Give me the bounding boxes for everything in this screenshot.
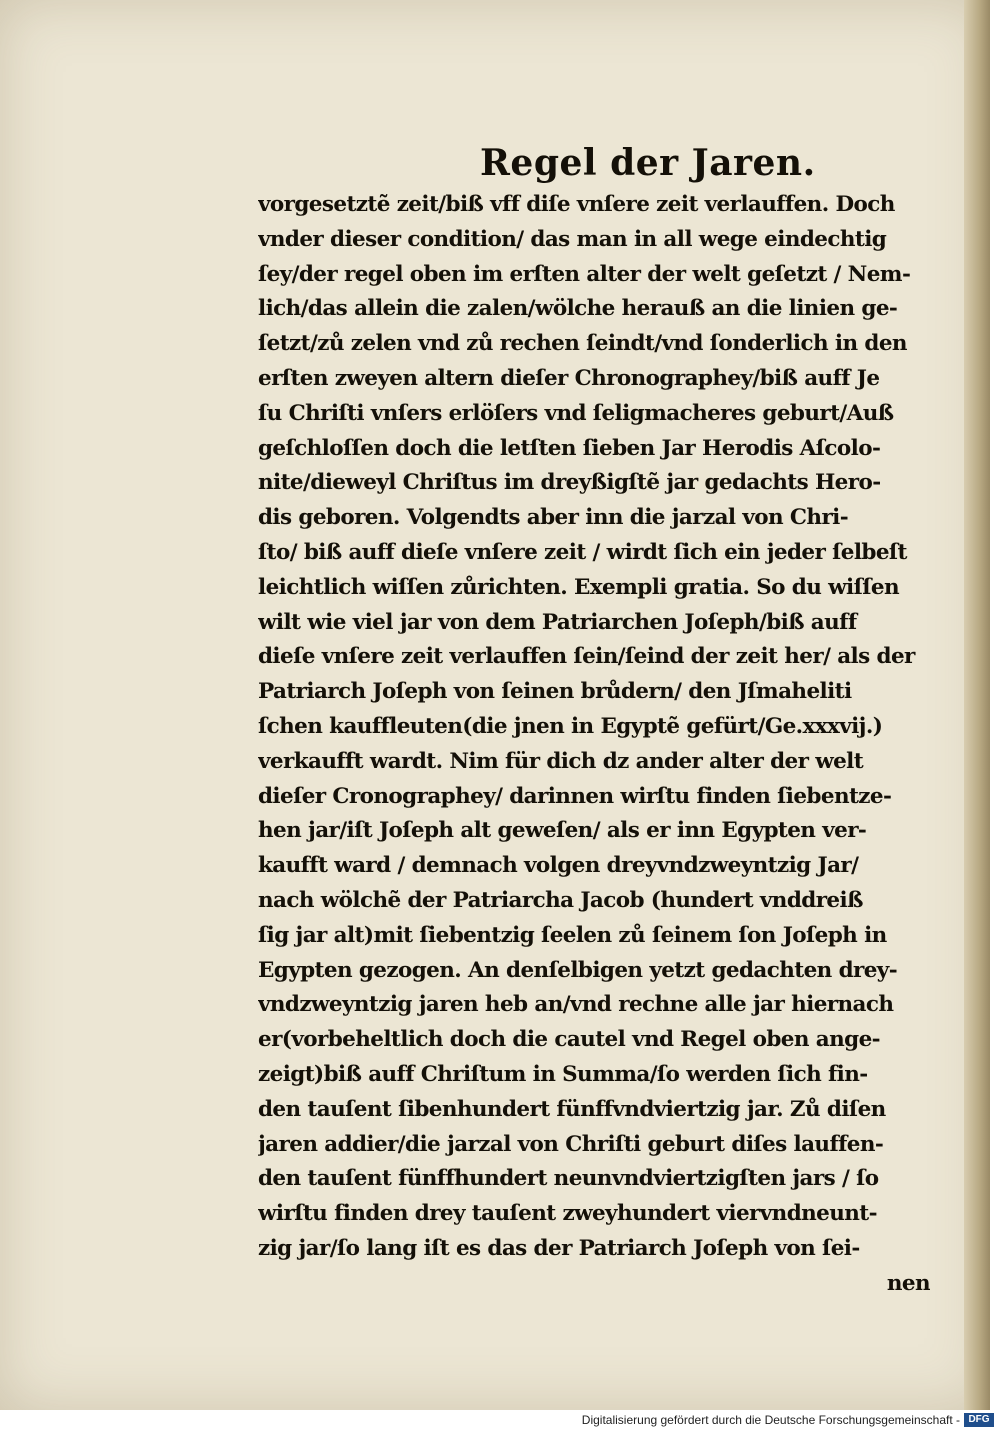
text-line: nite/dieweyl Chriſtus im dreyßigſtẽ jar gedachts Hero-: [258, 470, 881, 496]
text-line: vnder dieser condition/ das man in all wege eindechtig: [258, 226, 887, 252]
text-line: ſetzt/zů zelen vnd zů rechen ſeindt/vnd ſonderlich in den: [258, 331, 907, 357]
text-line: jaren addier/die jarzal von Chriſti geburt diſes lauffen-: [258, 1131, 884, 1157]
text-line: zeigt)biß auff Chriſtum in Summa/ſo werden ſich fin-: [258, 1061, 868, 1087]
text-line: ſey/der regel oben im erſten alter der welt geſetzt / Nem-: [258, 261, 911, 287]
text-line: lich/das allein die zalen/wölche herauß an die linien ge-: [258, 296, 898, 322]
text-line: ſu Chriſti vnſers erlöſers vnd ſeligmacheres geburt/Auß: [258, 400, 894, 426]
text-line: ſto/ biß auff dieſe vnſere zeit / wirdt ſich ein jeder ſelbeſt: [258, 539, 907, 565]
text-line: den tauſent ſibenhundert fünffvndviertzig jar. Zů diſen: [258, 1096, 886, 1122]
text-line: zig jar/ſo lang iſt es das der Patriarch Joſeph von ſei-: [258, 1235, 860, 1261]
text-line: dieſe vnſere zeit verlauffen ſein/ſeind der zeit her/ als der: [258, 644, 915, 670]
text-line: dis geboren. Volgendts aber inn die jarzal von Chri-: [258, 505, 849, 531]
text-line: ſig jar alt)mit ſiebentzig ſeelen zů ſeinem ſon Joſeph in: [258, 922, 887, 948]
text-line: kaufft ward / demnach volgen dreyvndzweyntzig Jar/: [258, 853, 859, 879]
text-line: Patriarch Joſeph von ſeinen brůdern/ den Jſmaheliti: [258, 679, 852, 705]
text-line: hen jar/iſt Joſeph alt geweſen/ als er inn Egypten ver-: [258, 818, 867, 844]
page-edge: [964, 0, 990, 1410]
text-line: ſchen kauffleuten(die jnen in Egyptẽ gefürt/Ge.xxxvij.): [258, 713, 883, 739]
text-line: verkaufft wardt. Nim für dich dz ander alter der welt: [258, 748, 864, 774]
text-line: vndzweyntzig jaren heb an/vnd rechne alle jar hiernach: [258, 992, 894, 1018]
text-line: den tauſent fünffhundert neunvndviertzigſten jars / ſo: [258, 1166, 879, 1192]
text-line: leichtlich wiſſen zůrichten. Exempli gratia. So du wiſſen: [258, 574, 900, 600]
text-line: wirſtu finden drey tauſent zweyhundert viervndneunt-: [258, 1201, 877, 1227]
funding-credit: Digitalisierung gefördert durch die Deutsche Forschungsgemeinschaft -: [581, 1413, 960, 1427]
text-line: geſchloſſen doch die letſten ſieben Jar Herodis Aſcolo-: [258, 435, 881, 461]
text-line: er(vorbeheltlich doch die cautel vnd Regel oben ange-: [258, 1027, 880, 1053]
text-line: vorgesetztẽ zeit/biß vff diſe vnſere zeit verlauffen. Doch: [258, 192, 895, 217]
catchword: nen: [886, 1270, 930, 1296]
footer-bar: [0, 1410, 1000, 1431]
text-line: Egypten gezogen. An denſelbigen yetzt gedachten drey-: [258, 957, 898, 983]
text-line: erſten zweyen altern dieſer Chronographey/biß auff Je: [258, 365, 880, 391]
running-title: Regel der Jaren.: [480, 142, 816, 184]
text-line: dieſer Cronographey/ darinnen wirſtu finden ſiebentze-: [258, 783, 892, 809]
dfg-logo: DFG: [964, 1413, 994, 1427]
text-block: [258, 188, 930, 1302]
text-line: wilt wie viel jar von dem Patriarchen Joſeph/biß auff: [258, 609, 857, 635]
text-line: nach wölchẽ der Patriarcha Jacob (hundert vnddreiß: [258, 887, 863, 913]
